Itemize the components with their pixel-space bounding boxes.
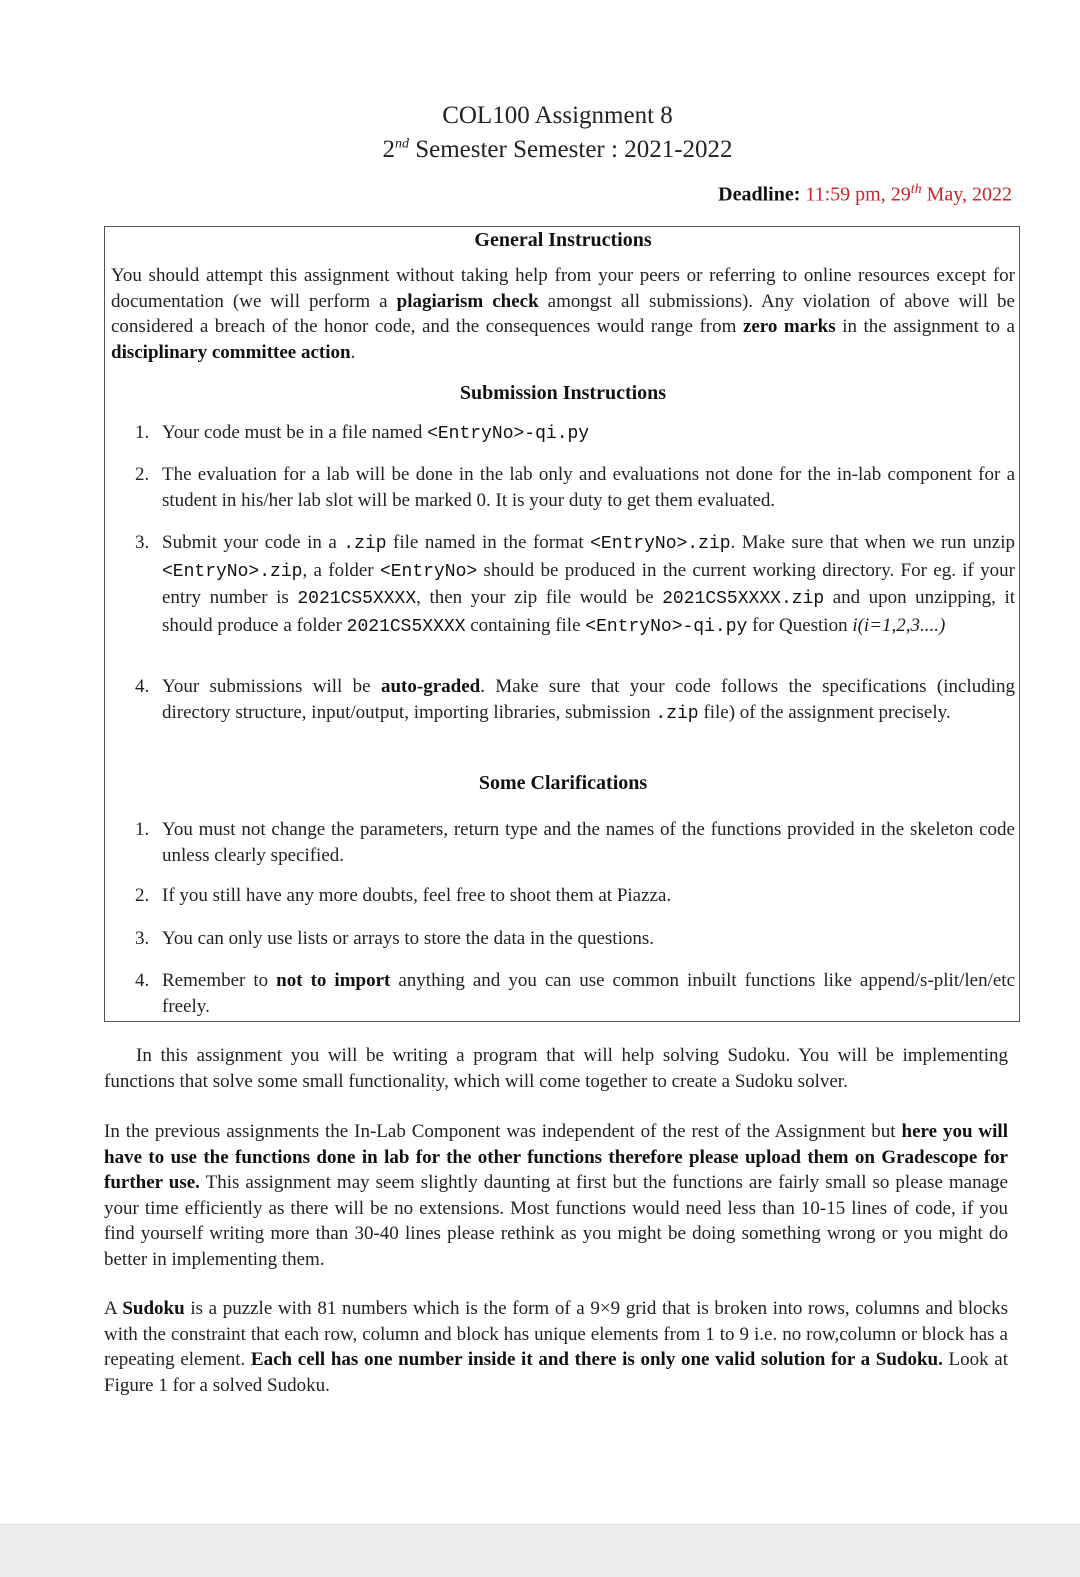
clarification-item-3: 3. You can only use lists or arrays to store the data in the questions.: [135, 928, 654, 949]
deadline-label: Deadline:: [718, 183, 801, 206]
deadline-month-year: May, 2022: [926, 183, 1012, 206]
viewer-bottom-strip: [0, 1524, 1080, 1577]
general-instructions-text: You should attempt this assignment without taking help from your peers or referring to online resources except for documentation (we will perform a plagiarism check amongst all submissions). Any violation of above will be considered a breach of the honor code, and the consequences would range from zero marks in the assignment to a disciplinary committee action.: [111, 265, 1015, 363]
submission-item-3: 3. Submit your code in a .zip file named in the format <EntryNo>.zip. Make sure that when we run unzip <EntryNo>.zip, a folder <EntryNo> should be produced in the current working directory. For eg. if your entry number is 2021CS5XXXX, then your zip file would be 2021CS5XXXX.zip and upon unzipping, it should produce a folder 2021CS5XXXX containing file <EntryNo>-qi.py for Question i(i=1,2,3....): [135, 532, 1016, 637]
clarification-item-2: 2. If you still have any more doubts, feel free to shoot them at Piazza.: [135, 885, 672, 906]
semester-ordinal-suffix: nd: [394, 136, 409, 152]
clarifications-heading: Some Clarifications: [478, 772, 648, 794]
submission-item-2: 2. The evaluation for a lab will be done in the lab only and evaluations not done for the in-lab component for a student in his/her lab slot will be marked 0. It is your duty to get them evaluated.: [135, 464, 1015, 511]
clarification-item-1: 1. You must not change the parameters, return type and the names of the functions provided in the skeleton code unless clearly specified.: [135, 819, 1015, 866]
intro-paragraph: In this assignment you will be writing a program that will help solving Sudoku. You will be implementing functions that solve some small functionality, which will come together to create a Sudoku solver.: [104, 1045, 1008, 1092]
semester-ordinal: 2: [382, 136, 395, 163]
semester-text: Semester Semester : 2021-2022: [415, 136, 733, 163]
sudoku-definition-paragraph: A Sudoku is a puzzle with 81 numbers which is the form of a 9×9 grid that is broken into rows, columns and blocks with the constraint that each row, column and block has unique elements from 1 to 9 i.e. no row,column or block has a repeating element. Each cell has one number inside it and there is only one valid solution for a Sudoku. Look at Figure 1 for a solved Sudoku.: [104, 1298, 1009, 1396]
lab-component-paragraph: In the previous assignments the In-Lab Component was independent of the rest of the Assignment but here you will have to use the functions done in lab for the other functions therefore please upload them on Gradescope for further use. This assignment may seem slightly daunting at first but the functions are fairly small so please manage your time efficiently as there will be no extensions. Most functions would need less than 10-15 lines of code, if you find yourself writing more than 30-40 lines please rethink as you might be doing something wrong or you might do better in implementing them.: [104, 1121, 1008, 1270]
submission-item-4: 4. Your submissions will be auto-graded. Make sure that your code follows the specifications (including directory structure, input/output, importing libraries, submission .zip file) of the assignment precisely.: [135, 676, 1015, 724]
deadline-time: 11:59 pm, 29: [805, 183, 911, 206]
deadline-day-suffix: th: [910, 182, 922, 197]
clarification-item-4: 4. Remember to not to import anything and you can use common inbuilt functions like append/s-plit/len/etc freely.: [135, 970, 1016, 1017]
submission-item-1: 1. Your code must be in a file named <EntryNo>-qi.py: [135, 422, 590, 444]
assignment-title: COL100 Assignment 8: [442, 102, 673, 129]
semester-subtitle: [0, 136, 1080, 164]
instructions-box: [104, 226, 1020, 1022]
submission-instructions-heading: Submission Instructions: [459, 382, 667, 404]
general-instructions-heading: General Instructions: [474, 229, 652, 251]
deadline: [718, 182, 1012, 207]
